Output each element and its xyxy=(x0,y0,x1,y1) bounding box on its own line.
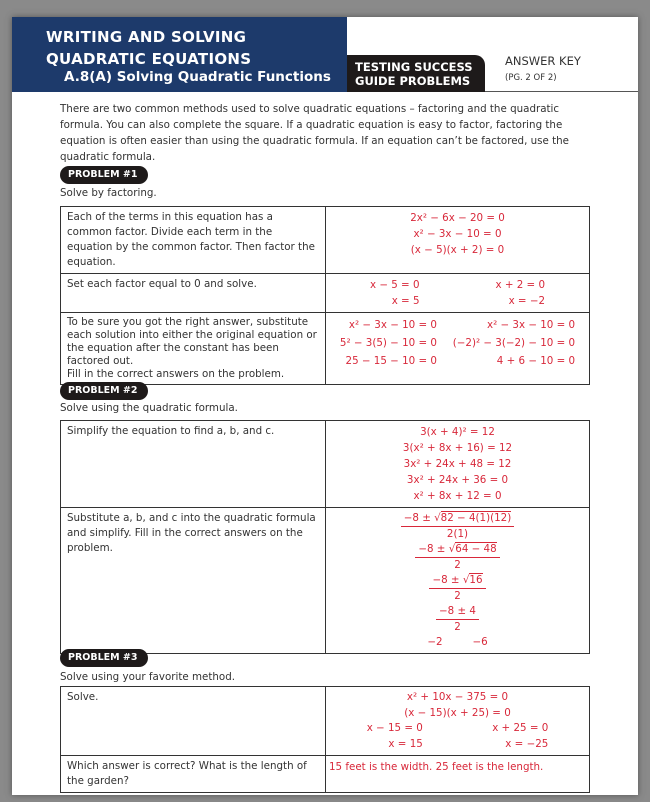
tab-line-2: GUIDE PROBLEMS xyxy=(355,74,471,88)
problem-3-table xyxy=(60,686,590,793)
fraction-numerator xyxy=(429,573,485,589)
fraction-denominator: 2 xyxy=(454,559,461,571)
equation: (−2)² − 3(−2) − 10 = 0 xyxy=(452,337,576,349)
guide-tab xyxy=(347,55,485,92)
equation: x + 25 = 0 xyxy=(492,722,549,734)
numerator-prefix: −8 ± √ xyxy=(418,543,456,555)
problem-2-badge: PROBLEM #2 xyxy=(60,382,148,400)
page-title xyxy=(46,26,251,70)
numerator-prefix: −8 ± 4 xyxy=(439,605,476,617)
step-answer xyxy=(326,207,590,274)
equation: x + 2 = 0 xyxy=(495,279,546,291)
step-answer xyxy=(326,687,590,756)
fraction-denominator: 2(1) xyxy=(446,528,469,540)
equation: x = −2 xyxy=(508,295,546,307)
formula-fraction xyxy=(436,604,479,635)
step-answer xyxy=(326,508,590,654)
step-text: Each of the terms in this equation has a common factor. Divide each term in the equation by the common factor. Then factor the equation. xyxy=(61,207,326,274)
problem-3-instruction: Solve using your favorite method. xyxy=(60,671,236,683)
table-row xyxy=(61,687,590,756)
equation: 5² − 3(5) − 10 = 0 xyxy=(339,337,437,349)
equation: 3(x² + 8x + 16) = 12 xyxy=(402,442,513,454)
step-text-note: Fill in the correct answers on the problem. xyxy=(67,368,285,380)
table-row xyxy=(61,421,590,508)
worksheet-page xyxy=(12,17,638,795)
step-text: Set each factor equal to 0 and solve. xyxy=(61,274,326,313)
equation: x = 15 xyxy=(388,737,423,750)
equation: (x − 5)(x + 2) = 0 xyxy=(410,244,505,256)
root: −2 xyxy=(427,636,443,648)
fraction-numerator xyxy=(401,511,514,527)
numerator-prefix: −8 ± √ xyxy=(432,574,470,586)
equation: 3(x + 4)² = 12 xyxy=(420,426,495,438)
page-number: (PG. 2 OF 2) xyxy=(505,73,557,83)
table-row xyxy=(61,508,590,654)
fraction-numerator xyxy=(436,604,479,620)
header-divider xyxy=(485,91,638,92)
equation: 3x² + 24x + 36 = 0 xyxy=(406,474,509,486)
table-row xyxy=(61,207,590,274)
problem-3-badge: PROBLEM #3 xyxy=(60,649,148,667)
fraction-numerator xyxy=(415,542,499,558)
table-row xyxy=(61,756,590,793)
step-text: Solve. xyxy=(61,687,326,756)
table-row xyxy=(61,313,590,385)
problem-2-table xyxy=(60,420,590,654)
radicand: 82 − 4(1)(12) xyxy=(440,512,512,524)
step-answer xyxy=(326,274,590,313)
step-text: Which answer is correct? What is the length of the garden? xyxy=(61,756,326,793)
problem-1-table xyxy=(60,206,590,385)
tab-line-1: TESTING SUCCESS xyxy=(355,60,473,74)
equation: x = −25 xyxy=(505,737,549,750)
page-subtitle: A.8(A) Solving Quadratic Functions xyxy=(64,69,331,85)
table-row xyxy=(61,274,590,313)
equation: 2x² − 6x − 20 = 0 xyxy=(410,212,505,224)
step-text: Substitute a, b, and c into the quadratic formula and simplify. Fill in the correct answers on the problem. xyxy=(61,508,326,654)
equation: x² + 10x − 375 = 0 xyxy=(406,691,509,703)
problem-2-instruction: Solve using the quadratic formula. xyxy=(60,402,238,414)
title-line-2: QUADRATIC EQUATIONS xyxy=(46,50,252,68)
final-answer: 15 feet is the width. 25 feet is the length. xyxy=(326,756,590,793)
equation: x = 5 xyxy=(391,295,420,307)
header-banner xyxy=(12,17,347,92)
equation: 4 + 6 − 10 = 0 xyxy=(496,355,576,367)
problem-1-badge: PROBLEM #1 xyxy=(60,166,148,184)
step-text xyxy=(61,313,326,385)
equation: 25 − 15 − 10 = 0 xyxy=(345,355,437,367)
answer-key-label: ANSWER KEY xyxy=(505,54,581,68)
radicand: 16 xyxy=(469,574,483,586)
root: −6 xyxy=(472,636,488,648)
radicand: 64 − 48 xyxy=(455,543,497,555)
title-line-1: WRITING AND SOLVING xyxy=(46,28,247,46)
fraction-denominator: 2 xyxy=(454,621,461,633)
step-text: Simplify the equation to find a, b, and c. xyxy=(61,421,326,508)
formula-fraction xyxy=(401,511,514,542)
equation: x² − 3x − 10 = 0 xyxy=(413,228,502,240)
numerator-prefix: −8 ± √ xyxy=(403,512,441,524)
equation: x² + 8x + 12 = 0 xyxy=(413,490,502,502)
formula-fraction xyxy=(415,542,499,573)
equation: x − 5 = 0 xyxy=(369,279,420,291)
step-answer xyxy=(326,421,590,508)
equation: x² − 3x − 10 = 0 xyxy=(487,319,576,331)
intro-paragraph: There are two common methods used to solve quadratic equations – factoring and the quadratic formula. You can also complete the square. If a quadratic equation is easy to factor, factoring the equation is often easier than using the quadratic formula. If an equation can’t be factored, use the quadratic formula. xyxy=(60,103,570,163)
step-answer xyxy=(326,313,590,385)
equation: (x − 15)(x + 25) = 0 xyxy=(404,706,511,719)
problem-1-instruction: Solve by factoring. xyxy=(60,187,157,199)
formula-fraction xyxy=(429,573,485,604)
step-text-body: To be sure you got the right answer, substitute each solution into either the original equation or the equation after the constant has been factored out. xyxy=(67,316,317,367)
equation: 3x² + 24x + 48 = 12 xyxy=(403,458,512,470)
fraction-denominator: 2 xyxy=(454,590,461,602)
equation: x − 15 = 0 xyxy=(366,722,423,734)
equation: x² − 3x − 10 = 0 xyxy=(348,319,437,331)
